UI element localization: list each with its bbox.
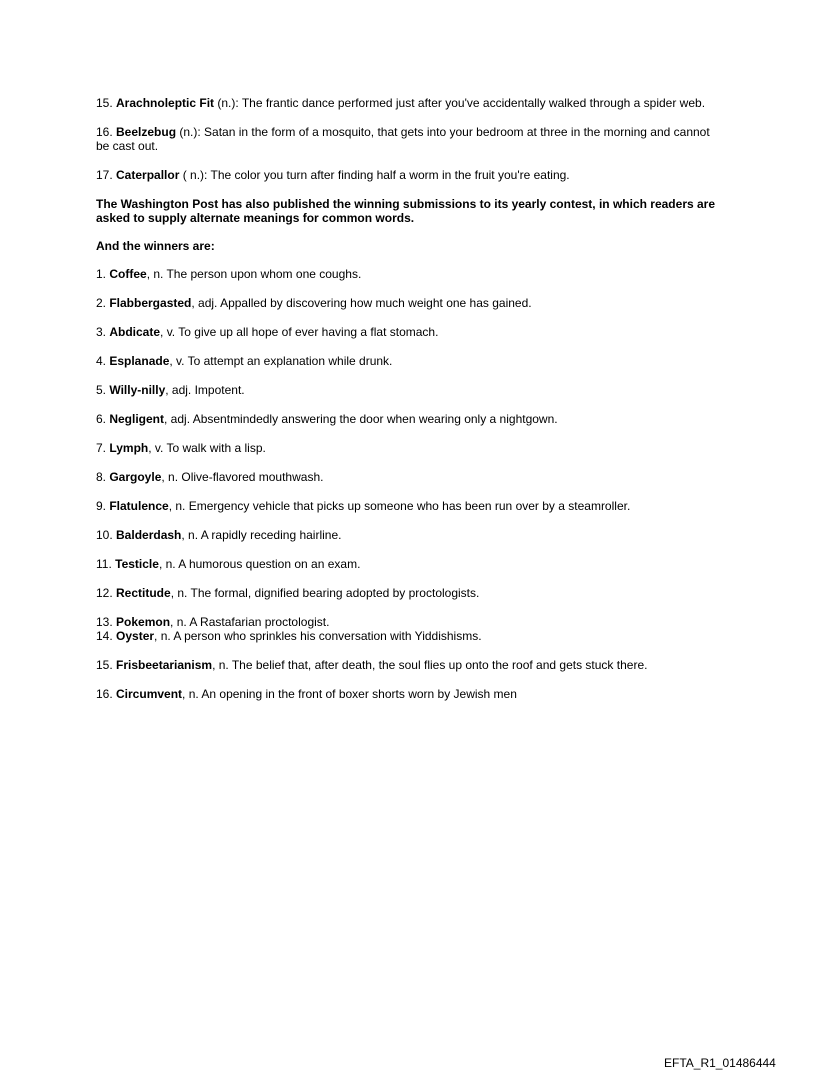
item-definition: (n.): The frantic dance performed just after you've accidentally walked through a spider web.: [214, 96, 706, 110]
item-number: 12.: [96, 586, 117, 600]
item-number: 16.: [96, 687, 117, 701]
list-item: [96, 658, 716, 672]
item-number: 6.: [96, 412, 110, 426]
item-definition: , adj. Appalled by discovering how much weight one has gained.: [191, 296, 532, 310]
item-number: 13.: [96, 615, 117, 629]
list-item: [96, 499, 716, 513]
item-definition: , n. A person who sprinkles his conversation with Yiddishisms.: [154, 629, 482, 643]
item-term: Pokemon: [116, 615, 171, 629]
item-definition: , n. A rapidly receding hairline.: [181, 528, 342, 542]
list-item: [96, 441, 716, 455]
list-item: [96, 528, 716, 542]
item-definition: , n. A humorous question on an exam.: [158, 557, 361, 571]
item-definition: ( n.): The color you turn after finding half a worm in the fruit you're eating.: [179, 168, 570, 182]
item-definition: , adj. Absentmindedly answering the door when wearing only a nightgown.: [164, 412, 558, 426]
document-body: [96, 96, 716, 716]
item-number: 17.: [96, 168, 117, 182]
document-id: EFTA_R1_01486444: [664, 1056, 776, 1070]
item-definition: , adj. Impotent.: [165, 383, 245, 397]
item-term: Lymph: [109, 441, 149, 455]
item-definition: (n.): Satan in the form of a mosquito, that gets into your bedroom at three in the morning and cannot be cast out.: [96, 125, 710, 153]
list-item: [96, 96, 716, 110]
item-definition: , v. To attempt an explanation while drunk.: [169, 354, 393, 368]
list-item: [96, 354, 716, 368]
list-item: [96, 557, 716, 571]
item-term: Beelzebug: [116, 125, 177, 139]
item-term: Oyster: [116, 629, 155, 643]
item-term: Esplanade: [109, 354, 170, 368]
item-number: 15.: [96, 658, 117, 672]
item-definition: , v. To give up all hope of ever having a flat stomach.: [160, 325, 439, 339]
item-number: 5.: [96, 383, 110, 397]
list-item: [96, 687, 716, 701]
list-item: [96, 383, 716, 397]
item-term: Rectitude: [116, 586, 171, 600]
item-number: 11.: [96, 557, 116, 571]
item-term: Circumvent: [116, 687, 183, 701]
item-number: 8.: [96, 470, 110, 484]
item-number: 4.: [96, 354, 110, 368]
item-term: Frisbeetarianism: [116, 658, 213, 672]
item-number: 2.: [96, 296, 110, 310]
list-item: [96, 586, 716, 600]
item-term: Arachnoleptic Fit: [116, 96, 215, 110]
item-number: 10.: [96, 528, 117, 542]
item-term: Abdicate: [109, 325, 161, 339]
list-item: [96, 267, 716, 281]
item-term: Negligent: [109, 412, 165, 426]
winners-heading: And the winners are:: [96, 239, 215, 253]
item-number: 3.: [96, 325, 110, 339]
item-term: Flatulence: [109, 499, 169, 513]
item-number: 16.: [96, 125, 117, 139]
list-item: [96, 325, 716, 339]
list-item: [96, 629, 716, 643]
item-term: Coffee: [109, 267, 147, 281]
item-number: 7.: [96, 441, 110, 455]
list-item: [96, 470, 716, 484]
list-item: [96, 296, 716, 310]
item-definition: , n. The belief that, after death, the soul flies up onto the roof and gets stuck there.: [212, 658, 648, 672]
list-item: [96, 125, 716, 153]
item-definition: , v. To walk with a lisp.: [148, 441, 266, 455]
item-definition: , n. A Rastafarian proctologist.: [170, 615, 330, 629]
item-term: Willy-nilly: [109, 383, 166, 397]
intro-paragraph: The Washington Post has also published the winning submissions to its yearly contest, in which readers are asked to supply alternate meanings for common words.: [96, 197, 716, 225]
item-term: Flabbergasted: [109, 296, 192, 310]
item-definition: , n. Olive-flavored mouthwash.: [161, 470, 324, 484]
item-definition: , n. Emergency vehicle that picks up someone who has been run over by a steamroller.: [168, 499, 631, 513]
item-definition: , n. The formal, dignified bearing adopted by proctologists.: [170, 586, 480, 600]
item-term: Balderdash: [116, 528, 182, 542]
item-number: 14.: [96, 629, 117, 643]
item-term: Gargoyle: [109, 470, 162, 484]
item-number: 15.: [96, 96, 117, 110]
item-definition: , n. An opening in the front of boxer shorts worn by Jewish men: [182, 687, 517, 701]
item-number: 9.: [96, 499, 110, 513]
item-term: Testicle: [115, 557, 159, 571]
item-term: Caterpallor: [116, 168, 180, 182]
list-item: [96, 615, 716, 629]
item-number: 1.: [96, 267, 110, 281]
item-definition: , n. The person upon whom one coughs.: [146, 267, 362, 281]
list-item: [96, 412, 716, 426]
list-item: [96, 168, 716, 182]
